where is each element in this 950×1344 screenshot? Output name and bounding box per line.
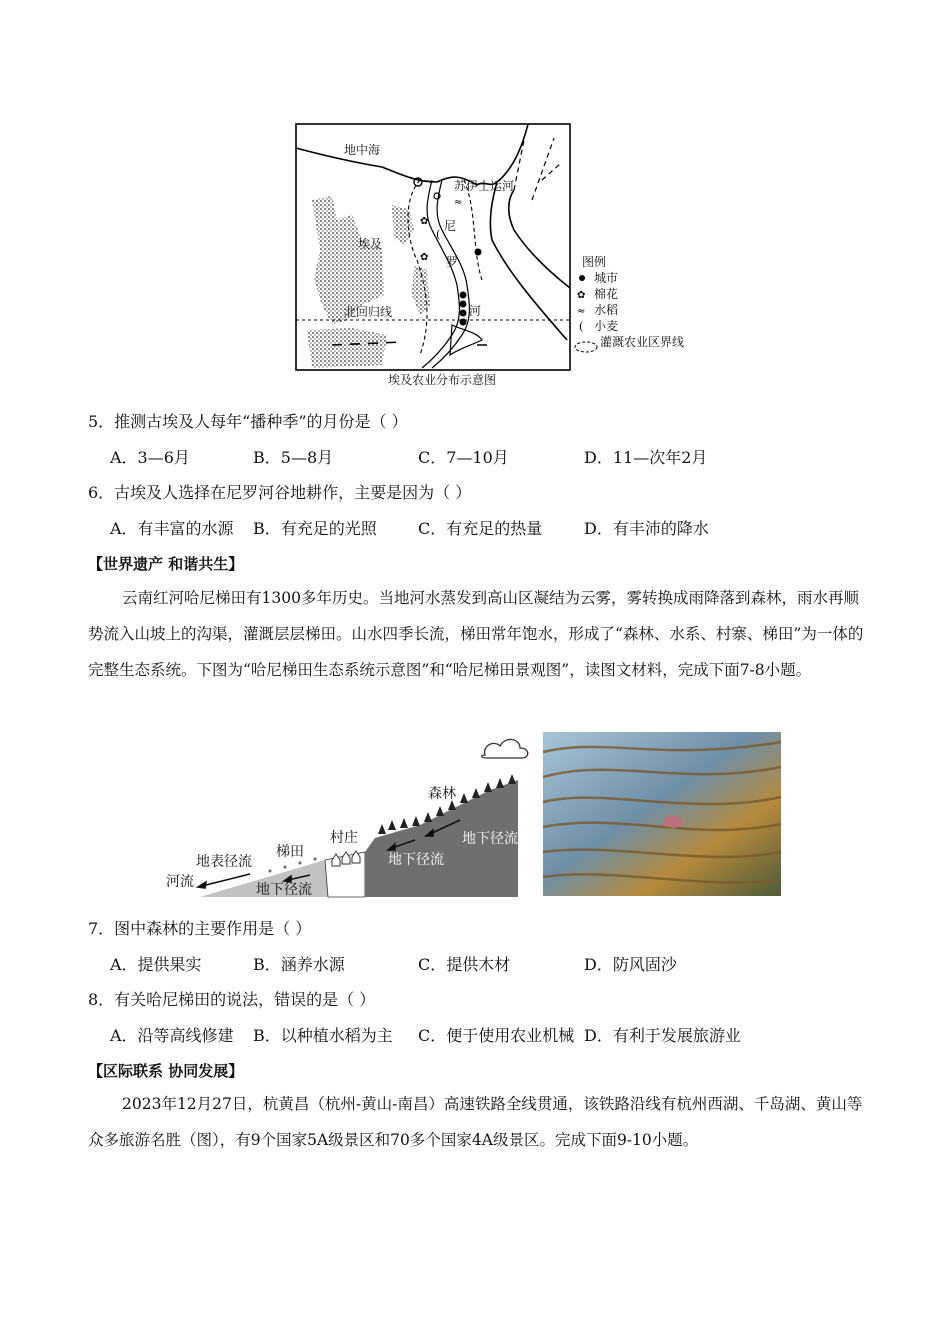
cotton-icon: ✿ [420, 216, 429, 227]
label-suez: 苏伊士运河 [454, 179, 515, 193]
egypt-agriculture-map [292, 120, 685, 395]
q8-stem: 8．有关哈尼梯田的说法，错误的是（ ） [88, 990, 376, 1009]
legend-wheat-icon: ( [579, 320, 584, 333]
city-icon [460, 301, 467, 308]
section1-paragraph [88, 580, 868, 688]
desert-dots-mid [412, 265, 430, 315]
legend-wheat: 小麦 [594, 319, 619, 333]
wheat-icon: ( [436, 228, 441, 241]
legend-city: 城市 [594, 271, 619, 285]
q5-option-d[interactable]: D．11—次年2月 [584, 448, 708, 467]
q7-option-b[interactable]: B．涵养水源 [253, 955, 345, 974]
q7-option-c[interactable]: C．提供木材 [418, 955, 511, 974]
desert-dots-north [392, 205, 414, 245]
q8-option-b[interactable]: B．以种植水稻为主 [253, 1026, 393, 1045]
q6-option-a[interactable]: A．有丰富的水源 [110, 519, 234, 538]
cloud-icon [482, 739, 528, 758]
map-caption: 埃及农业分布示意图 [388, 373, 497, 387]
q5-stem: 5．推测古埃及人每年“播种季”的月份是（ ） [88, 412, 408, 431]
legend-boundary-icon [575, 342, 597, 352]
label-surface-runoff: 地表径流 [196, 854, 252, 870]
label-river: 河流 [166, 874, 194, 890]
q5-option-a[interactable]: A．3—6月 [110, 448, 190, 467]
q6-option-b[interactable]: B．有充足的光照 [253, 519, 377, 538]
city-icon [475, 249, 482, 256]
q7-option-d[interactable]: D．防风固沙 [584, 955, 677, 974]
section-title-regional: 【区际联系 协同发展】 [88, 1062, 244, 1080]
nile-river [422, 180, 459, 368]
label-tropic: 北回归线 [344, 305, 393, 319]
label-underground-runoff-1: 地下径流 [256, 882, 312, 898]
hani-terrace-landscape-photo [543, 732, 781, 896]
q7-stem: 7．图中森林的主要作用是（ ） [88, 919, 312, 938]
legend-cotton-icon: ✿ [577, 290, 586, 301]
label-mediterranean: 地中海 [344, 143, 381, 157]
q6-option-c[interactable]: C．有充足的热量 [418, 519, 543, 538]
label-forest: 森林 [428, 786, 456, 802]
q5-option-c[interactable]: C．7—10月 [418, 448, 509, 467]
q8-option-c[interactable]: C．便于使用农业机械 [418, 1026, 575, 1045]
city-icon [434, 193, 440, 199]
legend-boundary: 灌溉农业区界线 [600, 335, 685, 349]
label-egypt: 埃及 [358, 237, 383, 251]
city-icon [460, 310, 467, 317]
q8-option-a[interactable]: A．沿等高线修建 [110, 1026, 234, 1045]
hani-terrace-ecosystem-diagram [160, 730, 535, 900]
q6-option-d[interactable]: D．有丰沛的降水 [584, 519, 709, 538]
q8-option-d[interactable]: D．有利于发展旅游业 [584, 1026, 741, 1045]
legend-cotton: 棉花 [594, 287, 619, 301]
q6-stem: 6．古埃及人选择在尼罗河谷地耕作，主要是因为（ ） [88, 483, 472, 502]
label-village: 村庄 [330, 830, 358, 846]
label-nile-2: 罗 [446, 255, 459, 269]
q7-option-a[interactable]: A．提供果实 [110, 955, 202, 974]
red-sea-coast [490, 182, 570, 340]
label-nile-3: 河 [469, 304, 482, 318]
city-icon [460, 292, 467, 299]
label-underground-runoff-3: 地下径流 [462, 831, 518, 847]
section2-paragraph [88, 1086, 868, 1158]
label-nile-1: 尼 [444, 219, 457, 233]
section2-text: 2023年12月27日，杭黄昌（杭州-黄山-南昌）高速铁路全线贯通，该铁路沿线有杭州西湖、千岛湖、黄山等众多旅游名胜（图），有9个国家5A级景区和70多个国家4A级景区。完成下面9-10小题。 [88, 1095, 863, 1149]
label-terrace: 梯田 [276, 844, 304, 860]
desert-dots-south [307, 328, 387, 368]
cotton-icon: ✿ [420, 252, 429, 263]
legend-rice-icon: ≈ [577, 306, 586, 317]
legend-title: 图例 [582, 255, 607, 269]
label-underground-runoff-2: 地下径流 [388, 852, 444, 868]
legend-rice: 水稻 [594, 303, 619, 317]
city-icon [460, 319, 467, 326]
section1-text: 云南红河哈尼梯田有1300多年历史。当地河水蒸发到高山区凝结为云雾，雾转换成雨降落到森林，雨水再顺势流入山坡上的沟渠，灌溉层层梯田。山水四季长流，梯田常年饱水，形成了“森林、水系、村寨、梯田”为一体的完整生态系统。下图为“哈尼梯田生态系统示意图”和“哈尼梯田景观图”，读图文材料，完成下面7-8小题。 [88, 589, 864, 679]
legend-city-icon [579, 275, 585, 281]
section-title-world-heritage: 【世界遗产 和谐共生】 [88, 555, 244, 573]
coastline [296, 124, 528, 185]
q5-option-b[interactable]: B．5—8月 [253, 448, 334, 467]
rice-icon: ≈ [454, 197, 463, 208]
